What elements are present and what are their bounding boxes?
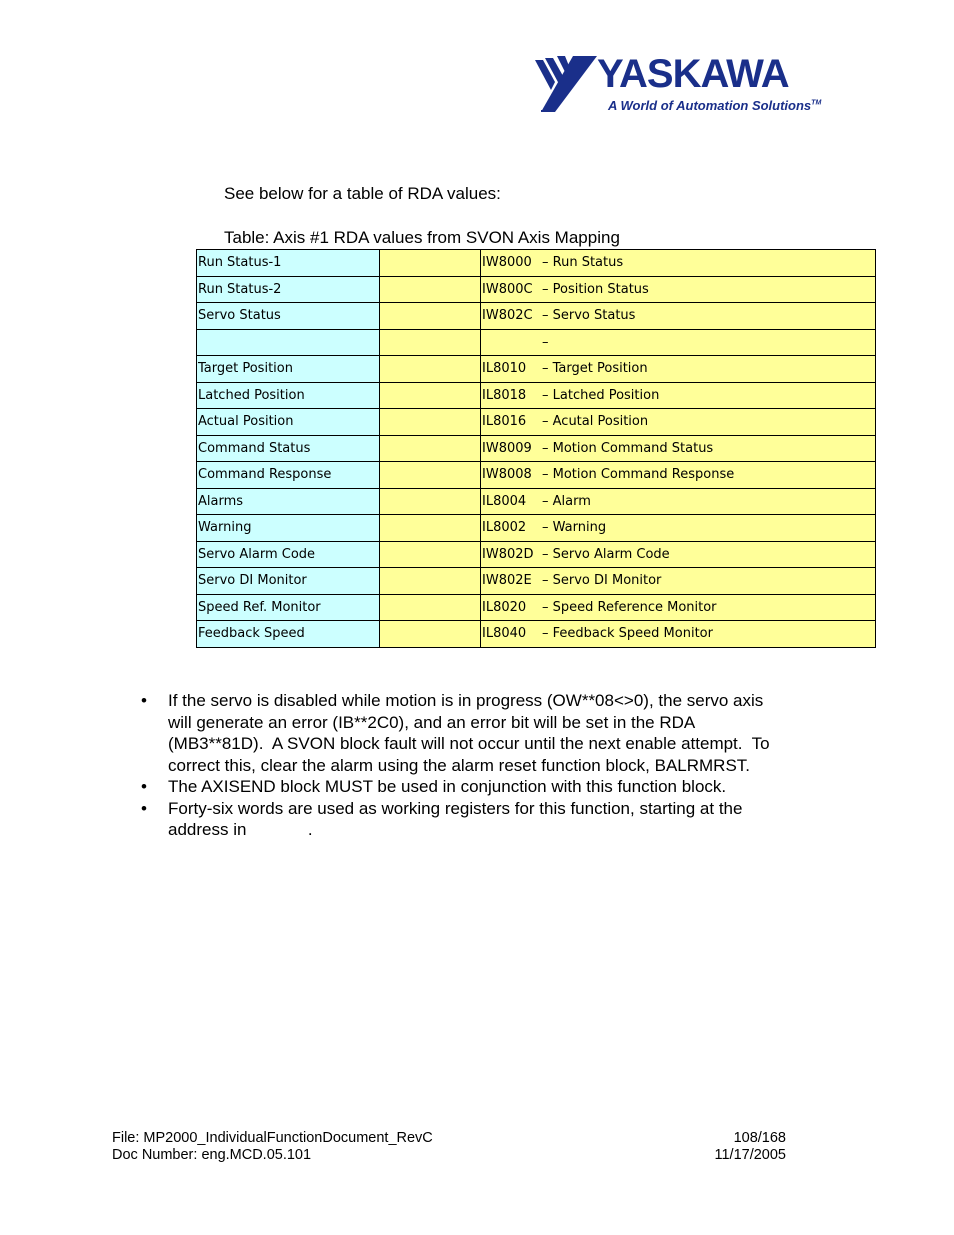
row-blank (380, 356, 481, 383)
row-label: Feedback Speed (197, 621, 380, 648)
row-description: – Target Position (542, 361, 648, 377)
row-label: Latched Position (197, 382, 380, 409)
yaskawa-mark-icon (533, 54, 599, 114)
row-value (481, 382, 876, 409)
table-row (197, 329, 876, 356)
table-row (197, 488, 876, 515)
row-register: IW8008 (482, 467, 532, 483)
row-label: Command Status (197, 435, 380, 462)
row-description: – Motion Command Response (542, 467, 735, 483)
bullet-line: (MB3**81D). A SVON block fault will not occur until the next enable attempt. To (168, 734, 770, 753)
list-item (138, 798, 838, 841)
row-value (481, 329, 876, 356)
table-row (197, 541, 876, 568)
row-register: IW8000 (482, 255, 532, 271)
row-blank (380, 568, 481, 595)
row-description: – Run Status (542, 255, 624, 271)
row-description: – (542, 334, 549, 350)
row-blank (380, 409, 481, 436)
row-value (481, 488, 876, 515)
table-row (197, 621, 876, 648)
row-description: – Feedback Speed Monitor (542, 626, 713, 642)
row-blank (380, 488, 481, 515)
row-label: Alarms (197, 488, 380, 515)
bullet-line: correct this, clear the alarm using the alarm reset function block, BALRMRST. (168, 755, 751, 775)
bullet-line: If the servo is disabled while motion is in progress (OW**08<>0), the servo axis (168, 691, 764, 710)
footer-date: 11/17/2005 (714, 1147, 786, 1163)
table-row (197, 568, 876, 595)
bullet-line: will generate an error (IB**2C0), and an error bit will be set in the RDA (168, 712, 696, 732)
table-row (197, 250, 876, 277)
row-blank (380, 594, 481, 621)
table-row (197, 382, 876, 409)
page-footer (112, 1130, 786, 1164)
row-value (481, 541, 876, 568)
row-register: IW802D (482, 546, 534, 562)
row-label: Target Position (197, 356, 380, 383)
row-label: Run Status-2 (197, 276, 380, 303)
row-blank (380, 276, 481, 303)
table-row (197, 409, 876, 436)
row-label (197, 329, 380, 356)
row-value (481, 435, 876, 462)
table-row (197, 435, 876, 462)
row-register: IW802E (482, 573, 532, 589)
row-blank (380, 250, 481, 277)
row-blank (380, 329, 481, 356)
bullet-line: The AXISEND block MUST be used in conjunction with this function block. (168, 777, 727, 796)
row-value (481, 515, 876, 542)
table-caption: Table: Axis #1 RDA values from SVON Axis Mapping (224, 228, 620, 247)
row-description: – Latched Position (542, 387, 660, 403)
table-row (197, 594, 876, 621)
table-row (197, 303, 876, 330)
row-register: IL8002 (482, 520, 527, 536)
row-value (481, 594, 876, 621)
row-value (481, 303, 876, 330)
row-blank (380, 303, 481, 330)
row-value (481, 356, 876, 383)
row-label: Servo DI Monitor (197, 568, 380, 595)
row-blank (380, 621, 481, 648)
row-register: IL8040 (482, 626, 527, 642)
bullet-icon: • (141, 691, 147, 710)
bullet-line: address in . (168, 820, 313, 839)
row-value (481, 568, 876, 595)
row-label: Warning (197, 515, 380, 542)
row-description: – Alarm (542, 493, 591, 509)
row-register: IW802C (482, 308, 533, 324)
notes-list (138, 690, 838, 841)
row-label: Run Status-1 (197, 250, 380, 277)
row-value (481, 276, 876, 303)
row-description: – Motion Command Status (542, 440, 714, 456)
intro-text: See below for a table of RDA values: (224, 184, 501, 203)
bullet-line: Forty-six words are used as working registers for this function, starting at the (168, 798, 743, 818)
rda-table-body (197, 250, 876, 648)
row-blank (380, 515, 481, 542)
list-item (138, 776, 838, 798)
row-blank (380, 435, 481, 462)
row-label: Servo Alarm Code (197, 541, 380, 568)
row-label: Servo Status (197, 303, 380, 330)
yaskawa-logo (533, 52, 823, 118)
row-description: – Acutal Position (542, 414, 649, 430)
list-item (138, 690, 838, 776)
footer-file: File: MP2000_IndividualFunctionDocument_RevC (112, 1130, 433, 1146)
row-register: IL8016 (482, 414, 527, 430)
row-value (481, 462, 876, 489)
row-blank (380, 462, 481, 489)
footer-page: 108/168 (733, 1130, 786, 1146)
table-row (197, 356, 876, 383)
row-register: IL8018 (482, 387, 527, 403)
table-row (197, 276, 876, 303)
row-value (481, 250, 876, 277)
row-register: IL8010 (482, 361, 527, 377)
row-register: IW800C (482, 281, 533, 297)
row-blank (380, 382, 481, 409)
row-label: Command Response (197, 462, 380, 489)
row-description: – Servo DI Monitor (542, 573, 662, 589)
row-value (481, 621, 876, 648)
table-row (197, 462, 876, 489)
table-row (197, 515, 876, 542)
logo-tagline: A World of Automation Solutions™ (608, 98, 822, 113)
row-description: – Speed Reference Monitor (542, 599, 717, 615)
row-register: IL8020 (482, 599, 527, 615)
row-description: – Servo Status (542, 308, 636, 324)
row-description: – Position Status (542, 281, 649, 297)
logo-wordmark: YASKAWA (597, 52, 789, 96)
row-register: IW8009 (482, 440, 532, 456)
row-register: IL8004 (482, 493, 527, 509)
rda-table (196, 249, 876, 648)
footer-doc-number: Doc Number: eng.MCD.05.101 (112, 1147, 312, 1163)
row-blank (380, 541, 481, 568)
row-description: – Servo Alarm Code (542, 546, 670, 562)
row-description: – Warning (542, 520, 607, 536)
row-label: Actual Position (197, 409, 380, 436)
row-label: Speed Ref. Monitor (197, 594, 380, 621)
bullet-icon: • (141, 798, 147, 818)
row-value (481, 409, 876, 436)
bullet-icon: • (141, 777, 147, 796)
